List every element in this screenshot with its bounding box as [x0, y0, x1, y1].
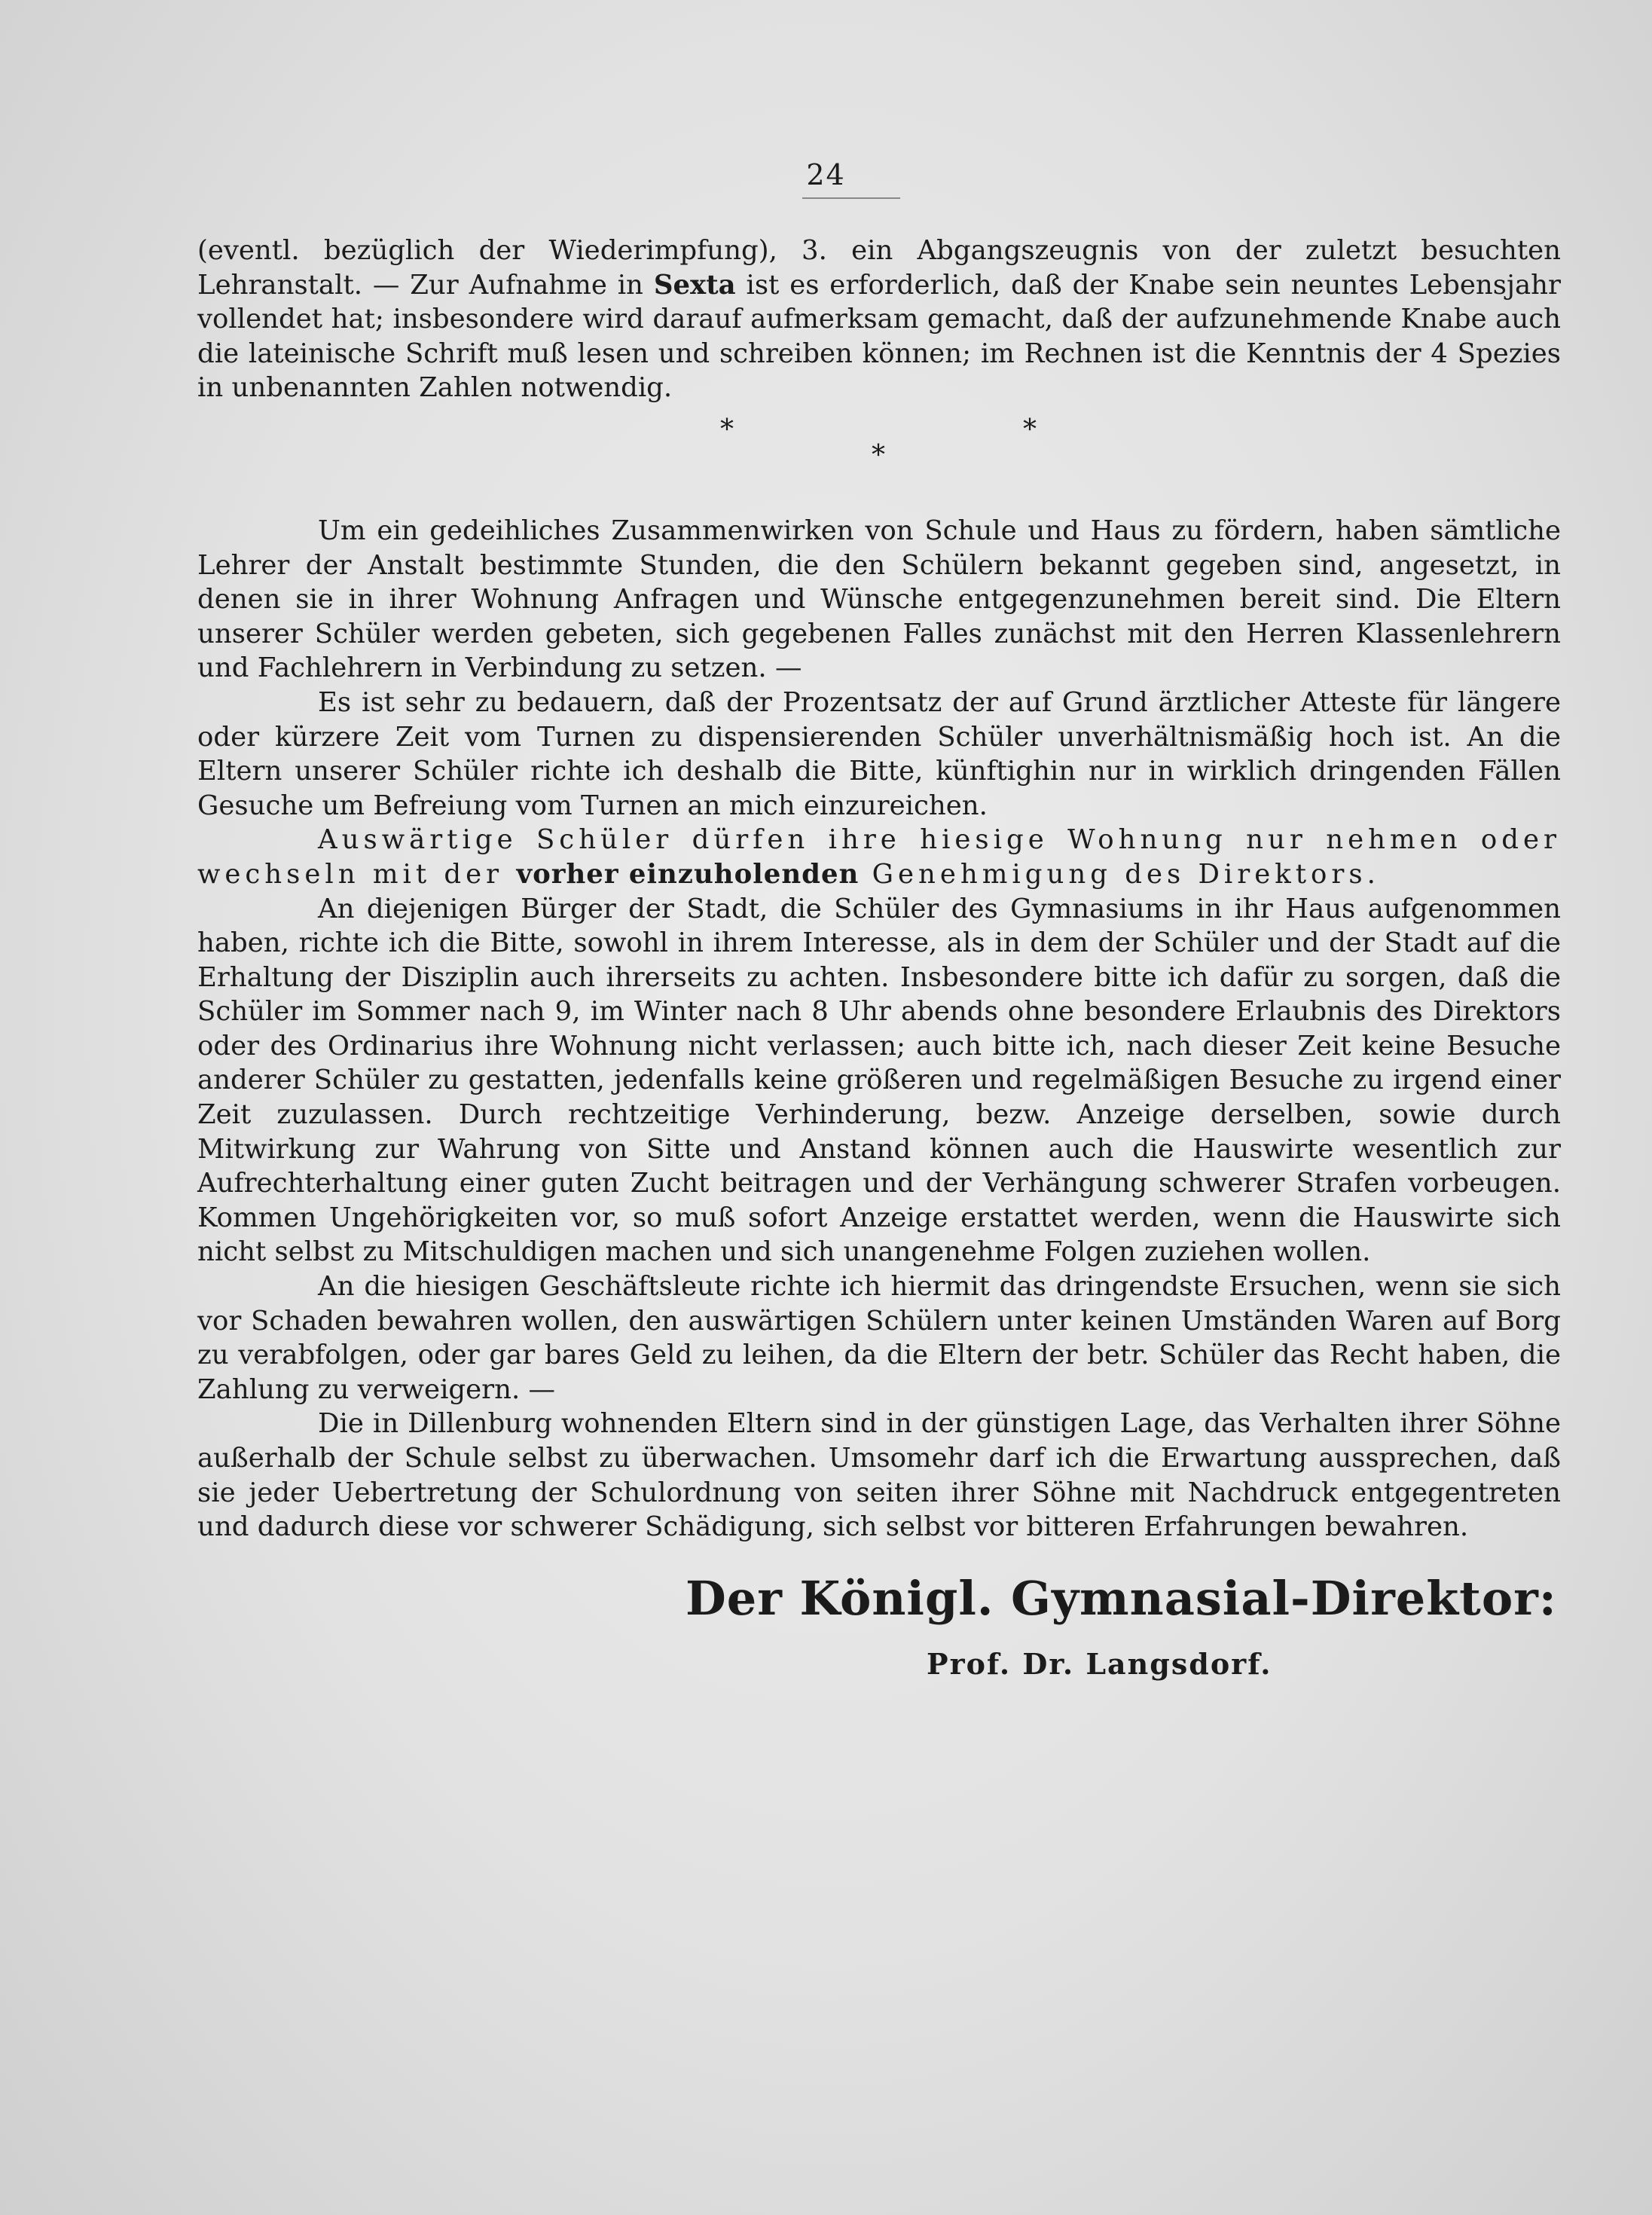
separator-asterisk: * — [872, 439, 885, 471]
separator-asterisk: * — [1023, 414, 1037, 445]
separator-asterisk: * — [720, 414, 734, 445]
paragraph-cooperation: Um ein gedeihliches Zusammenwirken von Schule und Haus zu fördern, haben sämtliche Lehrer der Anstalt bestimmte Stunden, die den Schülern bekannt gegeben sind, angesetzt, in denen sie in ihrer Wohnung Anfragen und Wünsche entgegenzunehmen bereit sind. Die Eltern unserer Schüler werden gebeten, sich gegebenen Falles zunächst mit den Herren Klassenlehrern und Fachlehrern in Verbindung zu setzen. — — [197, 515, 1561, 684]
paragraph-admission — [197, 234, 1561, 405]
header-rule — [802, 197, 900, 199]
paragraph-merchants: An die hiesigen Geschäftsleute richte ich hiermit das dringendste Ersuchen, wenn sie sich vor Schaden bewahren wollen, den auswärtigen Schülern unter keinen Umständen Waren auf Borg zu verabfolgen, oder gar bares Geld zu leihen, da die Eltern der betr. Schüler das Recht haben, die Zahlung zu verweigern. — — [197, 1271, 1561, 1405]
text-run: Genehmigung des Direktors. — [859, 858, 1380, 890]
text-run: Auswärtige Schüler dürfen ihre hiesige Wohnung nur nehmen oder wechseln mit der — [197, 824, 1561, 890]
text-run: ist es erforderlich, daß der Knabe sein neuntes Lebensjahr vollendet hat; insbesondere wird darauf aufmerksam gemacht, daß der aufzunehmende Knabe auch die lateinische Schrift muß lesen und schreiben können; im Rechnen ist die Kenntnis der 4 Spezies in unbenannten Zahlen notwendig. — [197, 269, 1561, 404]
signer-name: Prof. Dr. Langsdorf. — [927, 1647, 1272, 1681]
signature-title: Der Königl. Gymnasial-Direktor: — [686, 1571, 1557, 1626]
page-number: 24 — [806, 158, 846, 191]
text-run: (eventl. bezüglich der Wiederimpfung), 3. ein Abgangszeugnis von der zuletzt besuchten Lehranstalt. — Zur Aufnahme in — [197, 235, 1561, 301]
spacer — [197, 478, 1561, 514]
section-separator — [197, 405, 1561, 478]
paragraph-gymnastics: Es ist sehr zu bedauern, daß der Prozentsatz der auf Grund ärztlicher Atteste für längere oder kürzere Zeit vom Turnen zu dispensierenden Schüler unverhältnismäßig hoch ist. An die Eltern unserer Schüler richte ich deshalb die Bitte, künftighin nur in wirklich dringenden Fällen Gesuche um Befreiung vom Turnen an mich einzureichen. — [197, 686, 1561, 821]
body-text — [197, 234, 1561, 1544]
paragraph-citizens: An diejenigen Bürger der Stadt, die Schüler des Gymnasiums in ihr Haus aufgenommen haben, richte ich die Bitte, sowohl in ihrem Interesse, als in dem der Schüler und der Stadt auf die Erhaltung der Disziplin auch ihrerseits zu achten. Insbesondere bitte ich dafür zu sorgen, daß die Schüler im Sommer nach 9, im Winter nach 8 Uhr abends ohne besondere Erlaubnis des Direktors oder des Ordinarius ihre Wohnung nicht verlassen; auch bitte ich, nach dieser Zeit keine Besuche anderer Schüler zu gestatten, jedenfalls keine größeren und regelmäßigen Besuche zu irgend einer Zeit zuzulassen. Durch rechtzeitige Verhinderung, bezw. Anzeige derselben, sowie durch Mitwirkung zur Wahrung von Sitte und Anstand können auch die Hauswirte wesentlich zur Aufrechterhaltung einer guten Zucht beitragen und der Verhängung schwerer Strafen vorbeugen. Kommen Ungehörigkeiten vor, so muß sofort Anzeige erstattet werden, wenn die Hauswirte sich nicht selbst zu Mitschuldigen machen und sich unangenehme Folgen zuziehen wollen. — [197, 893, 1561, 1268]
paragraph-dillenburg: Die in Dillenburg wohnenden Eltern sind in der günstigen Lage, das Verhalten ihrer Söhne außerhalb der Schule selbst zu überwachen. Umsomehr darf ich die Erwartung aussprechen, daß sie jeder Uebertretung der Schulordnung von seiten ihrer Söhne mit Nachdruck entgegentreten und dadurch diese vor schwerer Schädigung, sich selbst vor bitteren Erfahrungen bewahren. — [197, 1408, 1561, 1543]
emphasis-vorher: vorher einzuholenden — [516, 858, 860, 890]
emphasis-sexta: Sexta — [653, 269, 736, 301]
paragraph-lodging — [197, 823, 1561, 891]
